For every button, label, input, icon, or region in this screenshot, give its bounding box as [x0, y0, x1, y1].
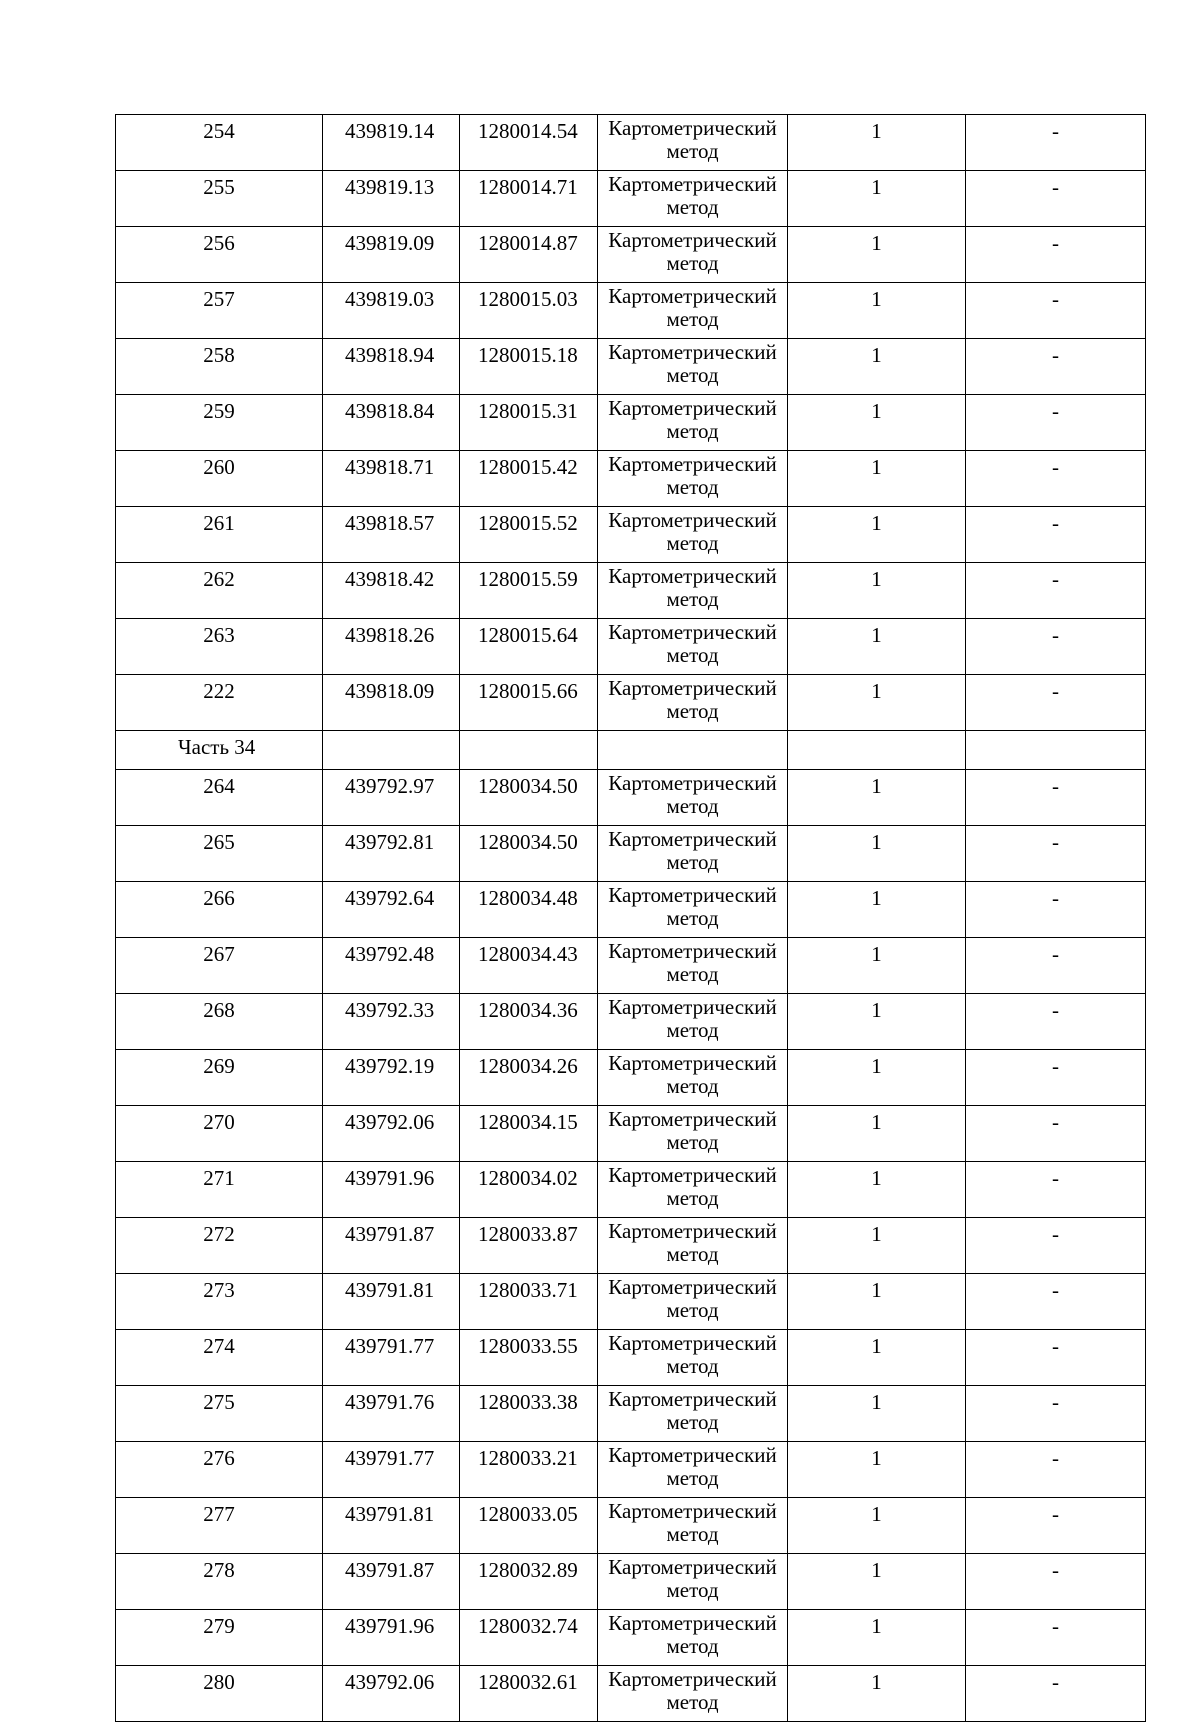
method-cell [598, 115, 788, 171]
accuracy-cell: 1 [788, 770, 966, 826]
method-line-1: Картометрический [608, 1331, 777, 1355]
method-line-1: Картометрический [608, 1275, 777, 1299]
method-line-2: метод [666, 419, 719, 443]
table-row [116, 227, 1146, 283]
coordinate-y-cell: 1280015.31 [460, 395, 598, 451]
method-line-1: Картометрический [608, 1163, 777, 1187]
description-cell: - [966, 1386, 1146, 1442]
coordinate-y-cell: 1280014.54 [460, 115, 598, 171]
method-cell [598, 1162, 788, 1218]
accuracy-cell: 1 [788, 1274, 966, 1330]
method-cell [598, 938, 788, 994]
section-label: Часть 34 [116, 731, 323, 770]
description-cell: - [966, 1330, 1146, 1386]
method-cell [598, 1442, 788, 1498]
method-line-1: Картометрический [608, 508, 777, 532]
point-number-cell: 276 [116, 1442, 323, 1498]
coordinate-x-cell: 439818.71 [323, 451, 460, 507]
table-row [116, 1330, 1146, 1386]
description-cell: - [966, 882, 1146, 938]
coordinate-y-cell: 1280033.55 [460, 1330, 598, 1386]
coordinate-y-cell: 1280034.02 [460, 1162, 598, 1218]
coordinate-y-cell: 1280033.71 [460, 1274, 598, 1330]
coordinate-y-cell: 1280015.66 [460, 675, 598, 731]
point-number-cell: 259 [116, 395, 323, 451]
coordinate-x-cell: 439792.33 [323, 994, 460, 1050]
method-line-1: Картометрический [608, 340, 777, 364]
coordinate-x-cell: 439791.76 [323, 1386, 460, 1442]
coordinate-x-cell: 439792.97 [323, 770, 460, 826]
table-row [116, 115, 1146, 171]
coordinate-y-cell: 1280014.87 [460, 227, 598, 283]
method-line-1: Картометрический [608, 1387, 777, 1411]
empty-cell [788, 731, 966, 770]
method-line-2: метод [666, 1018, 719, 1042]
method-cell [598, 1330, 788, 1386]
method-line-2: метод [666, 1466, 719, 1490]
method-cell [598, 1666, 788, 1722]
method-line-2: метод [666, 475, 719, 499]
accuracy-cell: 1 [788, 115, 966, 171]
table-row [116, 1498, 1146, 1554]
description-cell: - [966, 507, 1146, 563]
description-cell: - [966, 675, 1146, 731]
coordinate-y-cell: 1280015.03 [460, 283, 598, 339]
accuracy-cell: 1 [788, 339, 966, 395]
table-row [116, 1274, 1146, 1330]
coordinate-y-cell: 1280032.61 [460, 1666, 598, 1722]
coordinates-table [115, 114, 1146, 1722]
accuracy-cell: 1 [788, 171, 966, 227]
table-row [116, 770, 1146, 826]
method-line-2: метод [666, 195, 719, 219]
method-line-2: метод [666, 1354, 719, 1378]
method-line-2: метод [666, 531, 719, 555]
description-cell: - [966, 1610, 1146, 1666]
table-row [116, 283, 1146, 339]
coordinate-x-cell: 439792.06 [323, 1666, 460, 1722]
coordinate-y-cell: 1280015.59 [460, 563, 598, 619]
point-number-cell: 271 [116, 1162, 323, 1218]
coordinate-x-cell: 439791.96 [323, 1610, 460, 1666]
coordinate-x-cell: 439792.48 [323, 938, 460, 994]
method-line-1: Картометрический [608, 676, 777, 700]
point-number-cell: 266 [116, 882, 323, 938]
table-row [116, 619, 1146, 675]
method-line-1: Картометрический [608, 939, 777, 963]
method-cell [598, 1498, 788, 1554]
coordinate-x-cell: 439792.06 [323, 1106, 460, 1162]
method-line-1: Картометрический [608, 284, 777, 308]
coordinate-y-cell: 1280034.26 [460, 1050, 598, 1106]
table-row [116, 1666, 1146, 1722]
method-cell [598, 563, 788, 619]
table-row [116, 994, 1146, 1050]
point-number-cell: 279 [116, 1610, 323, 1666]
method-line-1: Картометрический [608, 396, 777, 420]
method-line-1: Картометрический [608, 228, 777, 252]
method-cell [598, 1050, 788, 1106]
point-number-cell: 222 [116, 675, 323, 731]
table-row [116, 826, 1146, 882]
accuracy-cell: 1 [788, 563, 966, 619]
accuracy-cell: 1 [788, 1666, 966, 1722]
coordinate-y-cell: 1280015.52 [460, 507, 598, 563]
description-cell: - [966, 339, 1146, 395]
coordinate-x-cell: 439792.19 [323, 1050, 460, 1106]
accuracy-cell: 1 [788, 675, 966, 731]
method-line-2: метод [666, 850, 719, 874]
accuracy-cell: 1 [788, 451, 966, 507]
accuracy-cell: 1 [788, 619, 966, 675]
method-line-1: Картометрический [608, 995, 777, 1019]
coordinate-x-cell: 439818.42 [323, 563, 460, 619]
method-line-1: Картометрический [608, 827, 777, 851]
method-line-2: метод [666, 906, 719, 930]
method-line-1: Картометрический [608, 1667, 777, 1691]
coordinate-y-cell: 1280033.38 [460, 1386, 598, 1442]
coordinate-x-cell: 439791.96 [323, 1162, 460, 1218]
accuracy-cell: 1 [788, 1162, 966, 1218]
table-row [116, 451, 1146, 507]
method-line-1: Картометрический [608, 1051, 777, 1075]
coordinate-x-cell: 439818.57 [323, 507, 460, 563]
accuracy-cell: 1 [788, 507, 966, 563]
point-number-cell: 274 [116, 1330, 323, 1386]
description-cell: - [966, 619, 1146, 675]
empty-cell [460, 731, 598, 770]
coordinate-y-cell: 1280014.71 [460, 171, 598, 227]
point-number-cell: 267 [116, 938, 323, 994]
description-cell: - [966, 115, 1146, 171]
method-line-2: метод [666, 1634, 719, 1658]
coordinate-y-cell: 1280034.50 [460, 826, 598, 882]
method-cell [598, 171, 788, 227]
point-number-cell: 257 [116, 283, 323, 339]
coordinate-y-cell: 1280032.74 [460, 1610, 598, 1666]
description-cell: - [966, 1162, 1146, 1218]
method-line-2: метод [666, 1074, 719, 1098]
coordinate-x-cell: 439819.09 [323, 227, 460, 283]
description-cell: - [966, 451, 1146, 507]
table-row [116, 1106, 1146, 1162]
coordinate-x-cell: 439792.64 [323, 882, 460, 938]
coordinate-x-cell: 439818.09 [323, 675, 460, 731]
method-line-2: метод [666, 1130, 719, 1154]
method-line-1: Картометрический [608, 116, 777, 140]
method-line-2: метод [666, 699, 719, 723]
coordinate-x-cell: 439792.81 [323, 826, 460, 882]
coordinate-x-cell: 439791.87 [323, 1554, 460, 1610]
description-cell: - [966, 1666, 1146, 1722]
method-line-2: метод [666, 251, 719, 275]
accuracy-cell: 1 [788, 1218, 966, 1274]
method-cell [598, 619, 788, 675]
accuracy-cell: 1 [788, 283, 966, 339]
coordinate-x-cell: 439818.84 [323, 395, 460, 451]
point-number-cell: 269 [116, 1050, 323, 1106]
method-line-2: метод [666, 1522, 719, 1546]
coordinate-y-cell: 1280015.42 [460, 451, 598, 507]
accuracy-cell: 1 [788, 1050, 966, 1106]
point-number-cell: 265 [116, 826, 323, 882]
table-row [116, 675, 1146, 731]
point-number-cell: 272 [116, 1218, 323, 1274]
method-line-1: Картометрический [608, 620, 777, 644]
method-line-1: Картометрический [608, 1443, 777, 1467]
description-cell: - [966, 1106, 1146, 1162]
section-row [116, 731, 1146, 770]
accuracy-cell: 1 [788, 826, 966, 882]
coordinate-x-cell: 439818.26 [323, 619, 460, 675]
method-cell [598, 882, 788, 938]
point-number-cell: 270 [116, 1106, 323, 1162]
coordinate-x-cell: 439791.81 [323, 1274, 460, 1330]
point-number-cell: 273 [116, 1274, 323, 1330]
table-row [116, 938, 1146, 994]
empty-cell [598, 731, 788, 770]
accuracy-cell: 1 [788, 1498, 966, 1554]
method-cell [598, 1610, 788, 1666]
method-cell [598, 395, 788, 451]
table-row [116, 339, 1146, 395]
method-line-2: метод [666, 1690, 719, 1714]
point-number-cell: 254 [116, 115, 323, 171]
accuracy-cell: 1 [788, 994, 966, 1050]
point-number-cell: 262 [116, 563, 323, 619]
coordinates-table-body [116, 115, 1146, 1722]
empty-cell [966, 731, 1146, 770]
point-number-cell: 280 [116, 1666, 323, 1722]
table-row [116, 1162, 1146, 1218]
method-cell [598, 1554, 788, 1610]
method-line-2: метод [666, 794, 719, 818]
description-cell: - [966, 1554, 1146, 1610]
point-number-cell: 260 [116, 451, 323, 507]
method-cell [598, 227, 788, 283]
method-line-2: метод [666, 643, 719, 667]
coordinate-x-cell: 439791.87 [323, 1218, 460, 1274]
method-cell [598, 826, 788, 882]
accuracy-cell: 1 [788, 1554, 966, 1610]
coordinate-x-cell: 439791.81 [323, 1498, 460, 1554]
table-row [116, 395, 1146, 451]
point-number-cell: 263 [116, 619, 323, 675]
method-line-2: метод [666, 1410, 719, 1434]
coordinate-y-cell: 1280034.36 [460, 994, 598, 1050]
method-cell [598, 339, 788, 395]
method-line-2: метод [666, 962, 719, 986]
accuracy-cell: 1 [788, 1442, 966, 1498]
description-cell: - [966, 1498, 1146, 1554]
method-line-1: Картометрический [608, 1499, 777, 1523]
description-cell: - [966, 1442, 1146, 1498]
method-line-2: метод [666, 1242, 719, 1266]
table-row [116, 1218, 1146, 1274]
coordinate-y-cell: 1280034.15 [460, 1106, 598, 1162]
method-cell [598, 451, 788, 507]
method-line-2: метод [666, 1298, 719, 1322]
method-line-2: метод [666, 587, 719, 611]
point-number-cell: 278 [116, 1554, 323, 1610]
table-row [116, 507, 1146, 563]
coordinate-y-cell: 1280033.21 [460, 1442, 598, 1498]
description-cell: - [966, 770, 1146, 826]
point-number-cell: 275 [116, 1386, 323, 1442]
table-row [116, 1554, 1146, 1610]
point-number-cell: 258 [116, 339, 323, 395]
method-cell [598, 1106, 788, 1162]
method-cell [598, 770, 788, 826]
accuracy-cell: 1 [788, 1386, 966, 1442]
method-line-2: метод [666, 363, 719, 387]
method-line-1: Картометрический [608, 564, 777, 588]
coordinate-y-cell: 1280015.18 [460, 339, 598, 395]
description-cell: - [966, 563, 1146, 619]
coordinate-x-cell: 439791.77 [323, 1330, 460, 1386]
coordinate-y-cell: 1280032.89 [460, 1554, 598, 1610]
method-cell [598, 1218, 788, 1274]
coordinate-x-cell: 439819.14 [323, 115, 460, 171]
description-cell: - [966, 826, 1146, 882]
method-line-1: Картометрический [608, 1555, 777, 1579]
method-line-1: Картометрический [608, 172, 777, 196]
method-cell [598, 994, 788, 1050]
description-cell: - [966, 395, 1146, 451]
method-line-1: Картометрический [608, 771, 777, 795]
method-cell [598, 507, 788, 563]
point-number-cell: 264 [116, 770, 323, 826]
accuracy-cell: 1 [788, 938, 966, 994]
description-cell: - [966, 938, 1146, 994]
coordinate-x-cell: 439818.94 [323, 339, 460, 395]
accuracy-cell: 1 [788, 227, 966, 283]
empty-cell [323, 731, 460, 770]
coordinate-x-cell: 439819.13 [323, 171, 460, 227]
method-cell [598, 283, 788, 339]
method-line-1: Картометрический [608, 1611, 777, 1635]
description-cell: - [966, 227, 1146, 283]
coordinate-y-cell: 1280034.43 [460, 938, 598, 994]
table-row [116, 1610, 1146, 1666]
table-row [116, 1442, 1146, 1498]
method-line-1: Картометрический [608, 1219, 777, 1243]
accuracy-cell: 1 [788, 1330, 966, 1386]
table-row [116, 882, 1146, 938]
accuracy-cell: 1 [788, 1106, 966, 1162]
point-number-cell: 268 [116, 994, 323, 1050]
description-cell: - [966, 1274, 1146, 1330]
coordinate-y-cell: 1280015.64 [460, 619, 598, 675]
description-cell: - [966, 1218, 1146, 1274]
coordinate-x-cell: 439791.77 [323, 1442, 460, 1498]
table-row [116, 563, 1146, 619]
method-line-2: метод [666, 307, 719, 331]
accuracy-cell: 1 [788, 395, 966, 451]
coordinate-x-cell: 439819.03 [323, 283, 460, 339]
method-cell [598, 1274, 788, 1330]
point-number-cell: 255 [116, 171, 323, 227]
coordinate-y-cell: 1280033.05 [460, 1498, 598, 1554]
method-cell [598, 675, 788, 731]
method-line-2: метод [666, 1578, 719, 1602]
accuracy-cell: 1 [788, 1610, 966, 1666]
table-row [116, 1050, 1146, 1106]
method-line-1: Картометрический [608, 883, 777, 907]
point-number-cell: 261 [116, 507, 323, 563]
method-cell [598, 1386, 788, 1442]
method-line-1: Картометрический [608, 1107, 777, 1131]
coordinate-y-cell: 1280033.87 [460, 1218, 598, 1274]
description-cell: - [966, 283, 1146, 339]
method-line-1: Картометрический [608, 452, 777, 476]
description-cell: - [966, 994, 1146, 1050]
point-number-cell: 277 [116, 1498, 323, 1554]
coordinate-y-cell: 1280034.50 [460, 770, 598, 826]
coordinate-y-cell: 1280034.48 [460, 882, 598, 938]
description-cell: - [966, 171, 1146, 227]
method-line-2: метод [666, 1186, 719, 1210]
point-number-cell: 256 [116, 227, 323, 283]
table-row [116, 1386, 1146, 1442]
table-row [116, 171, 1146, 227]
method-line-2: метод [666, 139, 719, 163]
description-cell: - [966, 1050, 1146, 1106]
accuracy-cell: 1 [788, 882, 966, 938]
